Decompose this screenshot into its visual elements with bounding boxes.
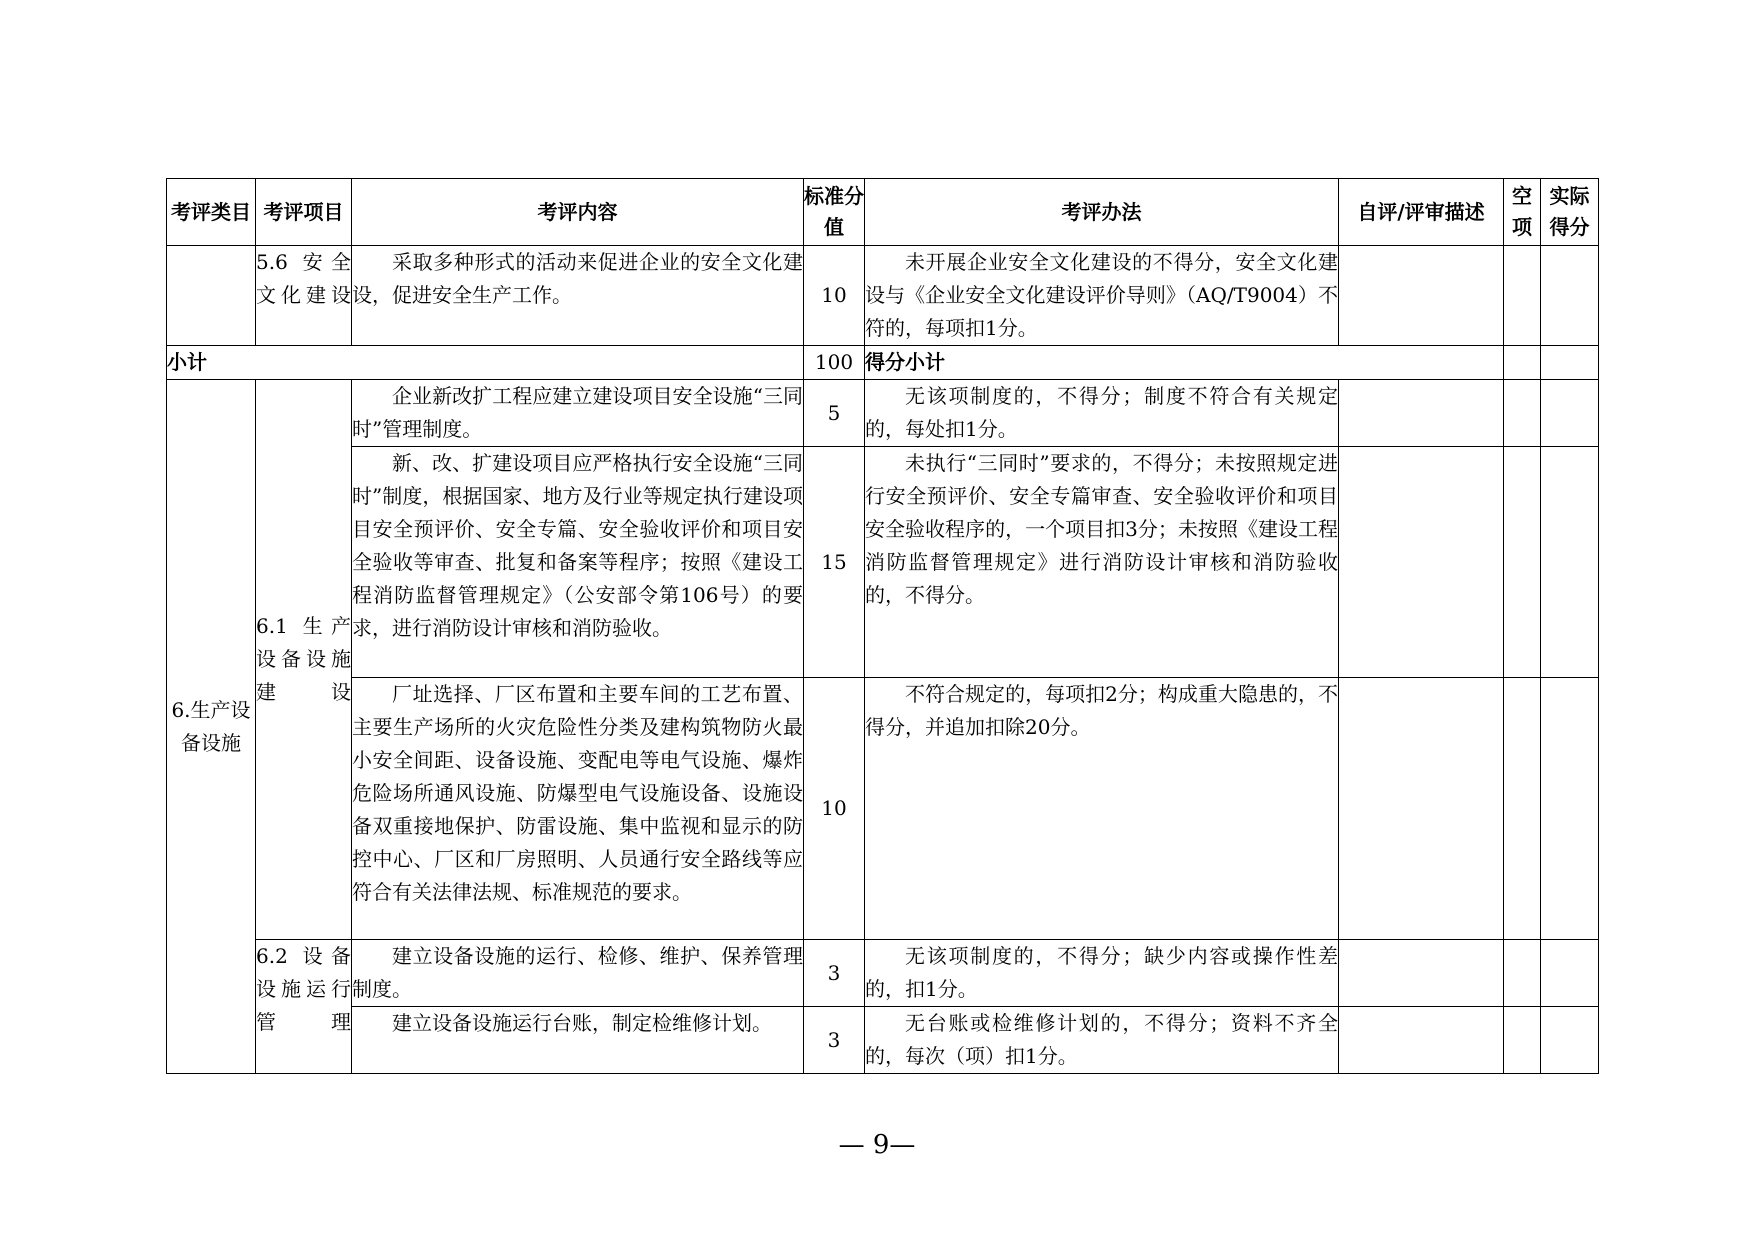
- self-eval-cell: [1339, 1007, 1504, 1074]
- actual-score-cell: [1541, 246, 1599, 346]
- method-cell: 无该项制度的，不得分；缺少内容或操作性差的，扣1分。: [865, 940, 1339, 1007]
- content-cell: 厂址选择、厂区布置和主要车间的工艺布置、主要生产场所的火灾危险性分类及建构筑物防火最小安全间距、设备设施、变配电等电气设施、爆炸危险场所通风设施、防爆型电气设施设备、设施设备双重接地保护、防雷设施、集中监视和显示的防控中心、厂区和厂房照明、人员通行安全路线等应符合有关法律法规、标准规范的要求。: [352, 678, 804, 940]
- actual-score-cell: [1541, 1007, 1599, 1074]
- content-cell: 企业新改扩工程应建立建设项目安全设施“三同时”管理制度。: [352, 380, 804, 447]
- category-cell-empty: [167, 246, 256, 346]
- empty-cell: [1504, 447, 1541, 678]
- header-score: 标准分值: [804, 179, 865, 246]
- empty-cell: [1504, 678, 1541, 940]
- table-row: [167, 940, 1599, 1007]
- evaluation-table: [166, 178, 1599, 1074]
- header-empty: 空项: [1504, 179, 1541, 246]
- header-item: 考评项目: [256, 179, 352, 246]
- score-cell: 3: [804, 940, 865, 1007]
- score-cell: 10: [804, 246, 865, 346]
- method-cell: 无该项制度的，不得分；制度不符合有关规定的，每处扣1分。: [865, 380, 1339, 447]
- content-cell: 新、改、扩建设项目应严格执行安全设施“三同时”制度，根据国家、地方及行业等规定执行建设项目安全预评价、安全专篇、安全验收评价和项目安全验收等审查、批复和备案等程序；按照《建设工程消防监督管理规定》（公安部令第106号）的要求，进行消防设计审核和消防验收。: [352, 447, 804, 678]
- empty-cell: [1504, 1007, 1541, 1074]
- header-method: 考评办法: [865, 179, 1339, 246]
- header-row: [167, 179, 1599, 246]
- score-cell: 3: [804, 1007, 865, 1074]
- method-cell: 无台账或检维修计划的，不得分；资料不齐全的，每次（项）扣1分。: [865, 1007, 1339, 1074]
- empty-cell: [1504, 346, 1541, 380]
- score-cell: 5: [804, 380, 865, 447]
- item-cell: 6.2 设备设施运行管理: [256, 940, 352, 1074]
- subtotal-score: 100: [804, 346, 865, 380]
- item-cell: 6.1 生产设备设施建设: [256, 380, 352, 940]
- header-category: 考评类目: [167, 179, 256, 246]
- subtotal-method-label: 得分小计: [865, 346, 1504, 380]
- table-row: [167, 380, 1599, 447]
- content-cell: 建立设备设施的运行、检修、维护、保养管理制度。: [352, 940, 804, 1007]
- actual-score-cell: [1541, 940, 1599, 1007]
- header-self-eval: 自评/评审描述: [1339, 179, 1504, 246]
- self-eval-cell: [1339, 940, 1504, 1007]
- subtotal-label: 小计: [167, 346, 804, 380]
- score-cell: 15: [804, 447, 865, 678]
- category-cell: 6.生产设备设施: [167, 380, 256, 1074]
- table-row: [167, 1007, 1599, 1074]
- empty-cell: [1504, 380, 1541, 447]
- actual-score-cell: [1541, 678, 1599, 940]
- table-row: [167, 678, 1599, 940]
- table-row: [167, 447, 1599, 678]
- actual-score-cell: [1541, 447, 1599, 678]
- method-cell: 未开展企业安全文化建设的不得分，安全文化建设与《企业安全文化建设评价导则》（AQ/T9004）不符的，每项扣1分。: [865, 246, 1339, 346]
- content-cell: 采取多种形式的活动来促进企业的安全文化建设，促进安全生产工作。: [352, 246, 804, 346]
- table-row: [167, 246, 1599, 346]
- self-eval-cell: [1339, 678, 1504, 940]
- page-number: — 9—: [838, 1130, 916, 1160]
- empty-cell: [1504, 940, 1541, 1007]
- empty-cell: [1504, 246, 1541, 346]
- actual-score-cell: [1541, 346, 1599, 380]
- subtotal-row: [167, 346, 1599, 380]
- self-eval-cell: [1339, 447, 1504, 678]
- item-cell: 5.6 安全文化建设: [256, 246, 352, 346]
- content-cell: 建立设备设施运行台账，制定检维修计划。: [352, 1007, 804, 1074]
- score-cell: 10: [804, 678, 865, 940]
- header-actual: 实际得分: [1541, 179, 1599, 246]
- method-cell: 不符合规定的，每项扣2分；构成重大隐患的，不得分，并追加扣除20分。: [865, 678, 1339, 940]
- actual-score-cell: [1541, 380, 1599, 447]
- self-eval-cell: [1339, 380, 1504, 447]
- method-cell: 未执行“三同时”要求的，不得分；未按照规定进行安全预评价、安全专篇审查、安全验收评价和项目安全验收程序的，一个项目扣3分；未按照《建设工程消防监督管理规定》进行消防设计审核和消防验收的，不得分。: [865, 447, 1339, 678]
- header-content: 考评内容: [352, 179, 804, 246]
- self-eval-cell: [1339, 246, 1504, 346]
